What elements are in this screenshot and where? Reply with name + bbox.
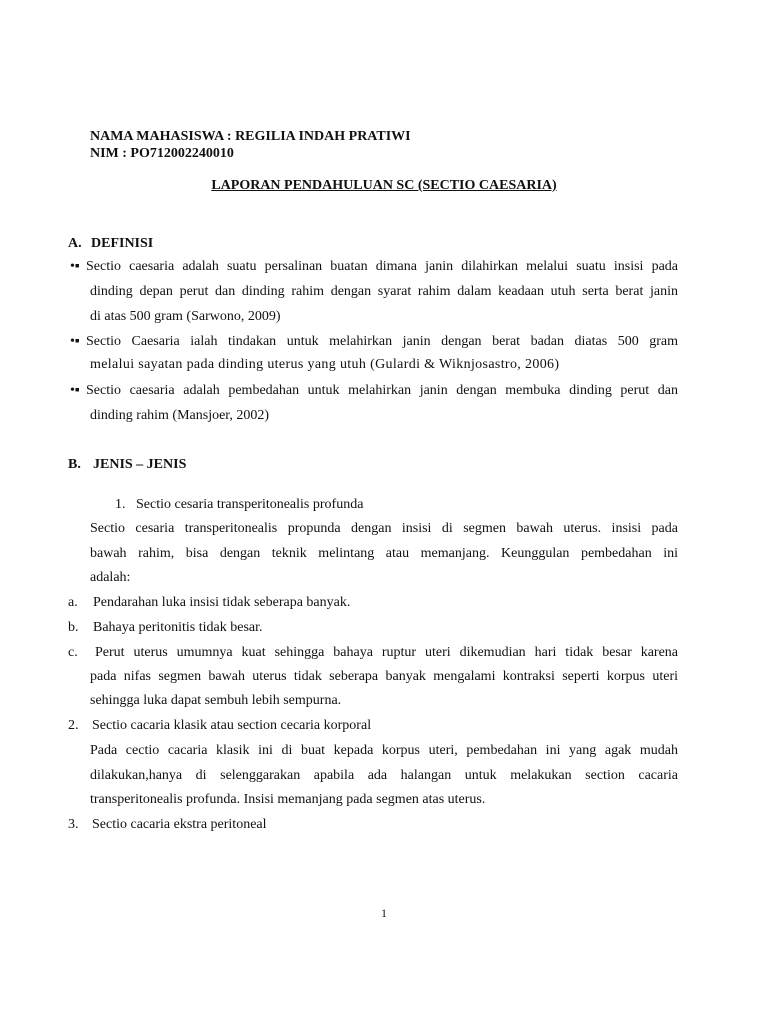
section-a-marker: A. <box>68 236 82 251</box>
page-number: 1 <box>381 906 387 920</box>
advantage-c-line-2: pada nifas segmen bawah uterus tidak seberapa banyak mengalami kontraksi seperti korpus uteri <box>90 669 678 684</box>
definition-3-line-2: dinding rahim (Mansjoer, 2002) <box>90 408 270 423</box>
type-3-title: Sectio cacaria ekstra peritoneal <box>92 817 267 832</box>
advantage-b-text: Bahaya peritonitis tidak besar. <box>93 620 263 635</box>
definition-3-line-1: Sectio caesaria adalah pembedahan untuk melahirkan janin dengan membuka dinding perut dan <box>86 383 678 398</box>
document-title <box>0 178 768 194</box>
type-2-title: Sectio cacaria klasik atau section cecaria korporal <box>92 718 372 733</box>
advantage-b-marker: b. <box>68 620 79 635</box>
advantage-a-marker: a. <box>68 595 78 610</box>
section-b-marker: B. <box>68 457 81 472</box>
definition-2-line-1: Sectio Caesaria ialah tindakan untuk melahirkan janin dengan berat badan diatas 500 gram <box>86 334 678 349</box>
student-nim: NIM : PO712002240010 <box>90 146 234 161</box>
definition-bullet-3: •▪ <box>70 383 80 398</box>
advantage-a-text: Pendarahan luka insisi tidak seberapa banyak. <box>93 595 351 610</box>
advantage-c-line-3: sehingga luka dapat sembuh lebih sempurna. <box>90 693 342 708</box>
type-1-title: Sectio cesaria transperitonealis profunda <box>136 497 364 512</box>
advantage-c-marker: c. <box>68 645 78 660</box>
type-3-number: 3. <box>68 817 79 832</box>
type-2-desc-line-3: transperitonealis profunda. Insisi memanjang pada segmen atas uterus. <box>90 792 486 807</box>
type-1-desc-line-1: Sectio cesaria transperitonealis propunda dengan insisi di segmen bawah uterus. insisi pada <box>90 521 678 536</box>
definition-bullet-1: •▪ <box>70 259 80 274</box>
type-1-number: 1. <box>115 497 126 512</box>
type-2-number: 2. <box>68 718 79 733</box>
definition-bullet-2: •▪ <box>70 334 80 349</box>
type-2-desc-line-1: Pada cectio cacaria klasik ini di buat kepada korpus uteri, pembedahan ini yang agak mudah <box>90 743 678 758</box>
definition-1-line-1: Sectio caesaria adalah suatu persalinan buatan dimana janin dilahirkan melalui suatu insisi pada <box>86 259 678 274</box>
definition-1-line-3: di atas 500 gram (Sarwono, 2009) <box>90 309 281 324</box>
type-1-desc-line-2: bawah rahim, bisa dengan teknik melintang atau memanjang. Keunggulan pembedahan ini <box>90 546 678 561</box>
advantage-c-line-1: Perut uterus umumnya kuat sehingga bahaya ruptur uteri dikemudian hari tidak besar karena <box>95 645 678 660</box>
document-title-text: LAPORAN PENDAHULUAN SC (SECTIO CAESARIA) <box>211 178 557 193</box>
section-a-heading: DEFINISI <box>91 236 154 251</box>
definition-1-line-2: dinding depan perut dan dinding rahim dengan syarat rahim dalam keadaan utuh serta berat janin <box>90 284 678 299</box>
definition-2-line-2: melalui sayatan pada dinding uterus yang utuh (Gulardi & Wiknjosastro, 2006) <box>90 357 560 372</box>
type-1-desc-line-3: adalah: <box>90 570 131 585</box>
student-name: NAMA MAHASISWA : REGILIA INDAH PRATIWI <box>90 129 411 144</box>
section-b-heading: JENIS – JENIS <box>93 457 187 472</box>
type-2-desc-line-2: dilakukan,hanya di selenggarakan apabila ada halangan untuk melakukan section cacaria <box>90 768 678 783</box>
